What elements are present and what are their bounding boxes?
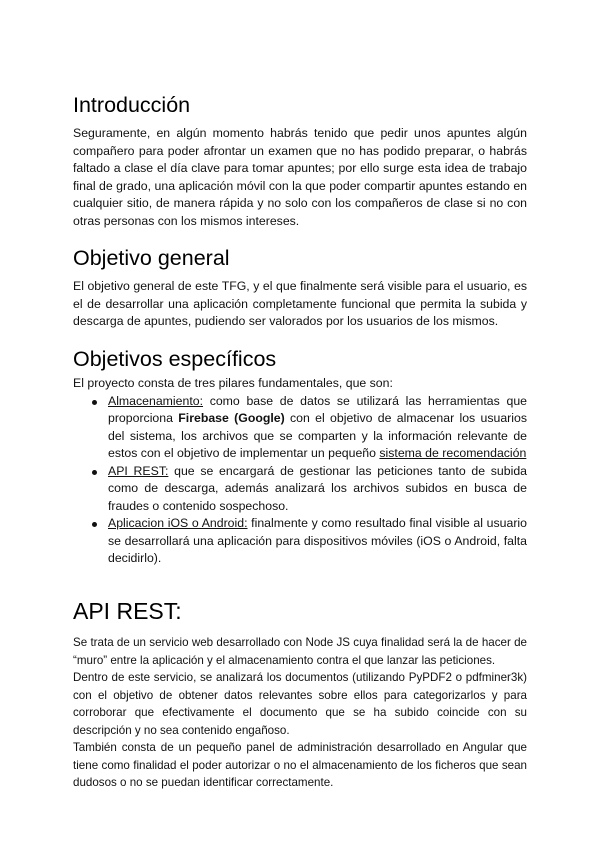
objectives-list: [73, 393, 527, 568]
section-objetivos-especificos: [73, 346, 527, 568]
list-item: [108, 463, 527, 516]
item-label: API REST:: [108, 463, 169, 478]
specific-intro: El proyecto consta de tres pilares fundamentales, que son:: [73, 376, 393, 390]
list-item: [108, 393, 527, 463]
section-introduccion: [73, 92, 527, 230]
heading-objetivos-especificos: Objetivos específicos: [73, 347, 277, 371]
general-paragraph: El objetivo general de este TFG, y el que finalmente será visible para el usuario, es el de desarrollar una aplicación completamente funcional que permita la subida y descarga de apuntes, pudiendo ser valorados por los usuarios de los mismos.: [73, 279, 527, 328]
item-label: Aplicacion iOS o Android:: [108, 516, 248, 530]
heading-objetivo-general: Objetivo general: [73, 246, 230, 270]
api-paragraph: Se trata de un servicio web desarrollado con Node JS cuya finalidad será la de hacer de “muro” entre la aplicación y el almacenamiento contra el que lanzar las peticiones.: [73, 636, 527, 667]
section-api-rest: [73, 598, 527, 792]
item-text: finalmente y como resultado final visible al usuario se desarrollará una aplicación para dispositivos móviles (iOS o Android, falta decidirlo).: [108, 516, 527, 565]
heading-api-rest: API REST:: [73, 598, 182, 624]
api-paragraph: También consta de un pequeño panel de administración desarrollado en Angular que tiene como finalidad el poder autorizar o no el almacenamiento de los ficheros que sean dudosos o no se puedan identificar correctamente.: [73, 741, 527, 789]
list-item: [108, 515, 527, 568]
item-text: con el objetivo de almacenar los usuarios del sistema, los archivos que se comparten y la información relevante de estos con el objetivo de implementar un pequeño: [108, 411, 527, 460]
heading-introduccion: Introducción: [73, 93, 191, 117]
api-paragraph: Dentro de este servicio, se analizará los documentos (utilizando PyPDF2 o pdfminer3k) con el objetivo de obtener datos relevantes sobre ellos para categorizarlos y para corroborar que efectivamente el documento que se ha subido coincide con su descripción y no sea contenido engañoso.: [73, 671, 527, 737]
intro-paragraph: Seguramente, en algún momento habrás tenido que pedir unos apuntes algún compañero para poder afrontar un examen que no has podido preparar, o habrás faltado a clase el día clave para tomar apuntes; por ello surge esta idea de trabajo final de grado, una aplicación móvil con la que poder compartir apuntes estando en cualquier sitio, de manera rápida y no solo con los compañeros de clase si no con otras personas con los mismos intereses.: [73, 126, 527, 228]
item-text: que se encargará de gestionar las peticiones tanto de subida como de descarga, además analizará los archivos subidos en busca de fraudes o contenido sospechoso.: [108, 463, 527, 513]
item-bold: Firebase (Google): [178, 411, 285, 425]
item-label: Almacenamiento:: [108, 393, 204, 408]
section-objetivo-general: [73, 245, 527, 331]
item-underlined: sistema de recomendación: [379, 446, 527, 460]
item-text: como base de datos se utilizará las herramientas que proporciona: [108, 393, 527, 425]
